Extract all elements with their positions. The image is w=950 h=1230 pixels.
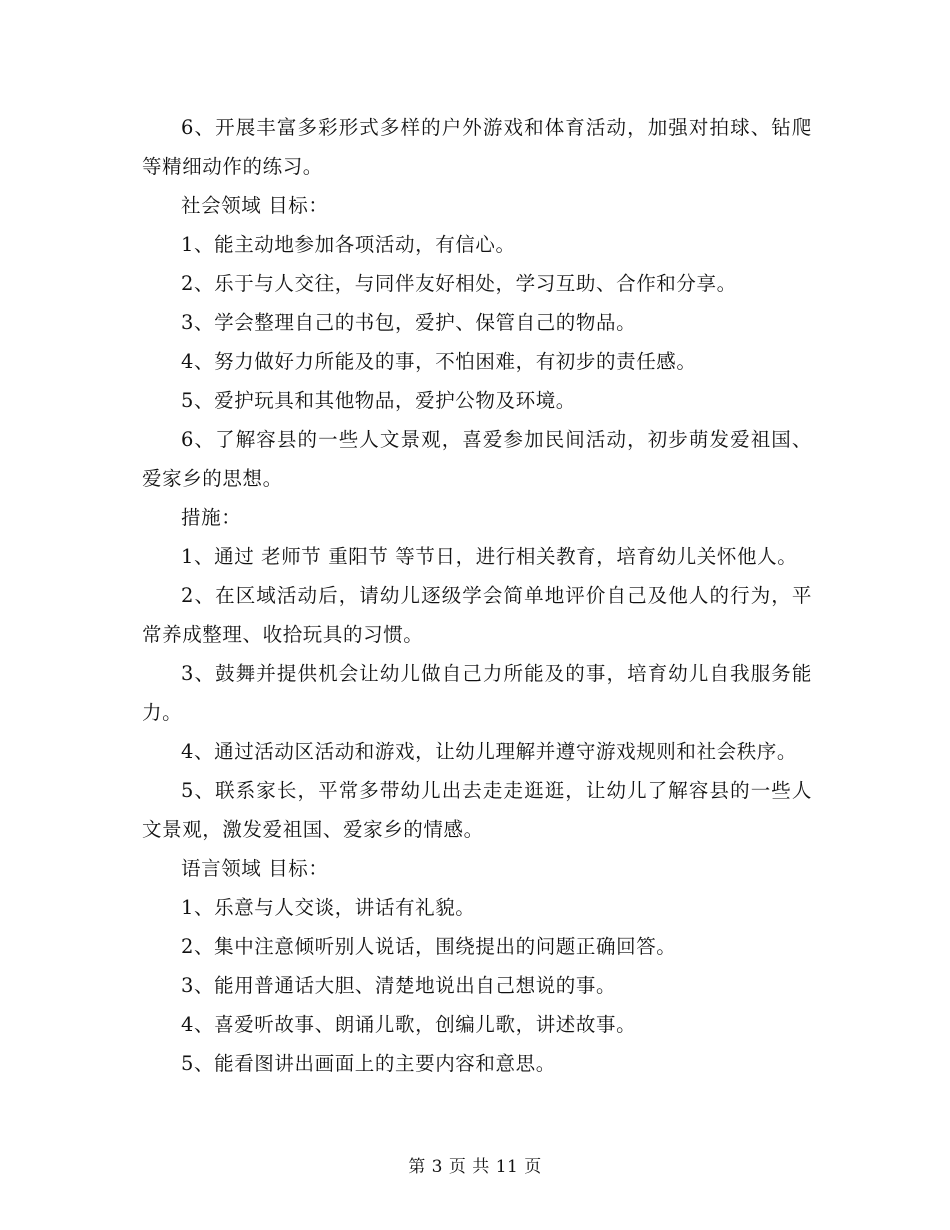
paragraph-measure-2: 2、在区域活动后，请幼儿逐级学会简单地评价自己及他人的行为，平常养成整理、收拾玩具的习惯。 xyxy=(142,584,812,646)
paragraph-social-goal-3: 3、学会整理自己的书包，爱护、保管自己的物品。 xyxy=(181,311,637,334)
heading-social-goals: 社会领域 目标： xyxy=(181,194,329,217)
paragraph-measure-1: 1、通过 老师节 重阳节 等节日，进行相关教育，培育幼儿关怀他人。 xyxy=(181,545,798,568)
paragraph-measure-3: 3、鼓舞并提供机会让幼儿做自己力所能及的事，培育幼儿自我服务能力。 xyxy=(142,662,812,724)
paragraph-social-goal-4: 4、努力做好力所能及的事，不怕困难，有初步的责任感。 xyxy=(181,350,697,373)
paragraph-social-goal-1: 1、能主动地参加各项活动，有信心。 xyxy=(181,233,516,256)
paragraph-pe-item-6: 6、开展丰富多彩形式多样的户外游戏和体育活动，加强对拍球、钻爬等精细动作的练习。 xyxy=(142,116,812,178)
paragraph-language-goal-4: 4、喜爱听故事、朗诵儿歌，创编儿歌，讲述故事。 xyxy=(181,1013,637,1036)
document-body xyxy=(142,108,812,1083)
page-number-label: 第 3 页 共 11 页 xyxy=(408,1157,542,1177)
paragraph-language-goal-5: 5、能看图讲出画面上的主要内容和意思。 xyxy=(181,1052,556,1075)
paragraph-social-goal-5: 5、爱护玩具和其他物品，爱护公物及环境。 xyxy=(181,389,576,412)
paragraph-language-goal-1: 1、乐意与人交谈，讲话有礼貌。 xyxy=(181,896,476,919)
paragraph-language-goal-3: 3、能用普通话大胆、清楚地说出自己想说的事。 xyxy=(181,974,617,997)
heading-measures: 措施： xyxy=(181,506,242,529)
paragraph-language-goal-2: 2、集中注意倾听别人说话，围绕提出的问题正确回答。 xyxy=(181,935,677,958)
paragraph-social-goal-6: 6、了解容县的一些人文景观，喜爱参加民间活动，初步萌发爱祖国、爱家乡的思想。 xyxy=(142,428,812,490)
paragraph-measure-4: 4、通过活动区活动和游戏，让幼儿理解并遵守游戏规则和社会秩序。 xyxy=(181,740,798,763)
heading-language-goals: 语言领域 目标： xyxy=(181,857,329,880)
page-footer xyxy=(0,1152,950,1177)
paragraph-social-goal-2: 2、乐于与人交往，与同伴友好相处，学习互助、合作和分享。 xyxy=(181,272,737,295)
paragraph-measure-5: 5、联系家长，平常多带幼儿出去走走逛逛，让幼儿了解容县的一些人文景观，激发爱祖国、爱家乡的情感。 xyxy=(142,779,812,841)
